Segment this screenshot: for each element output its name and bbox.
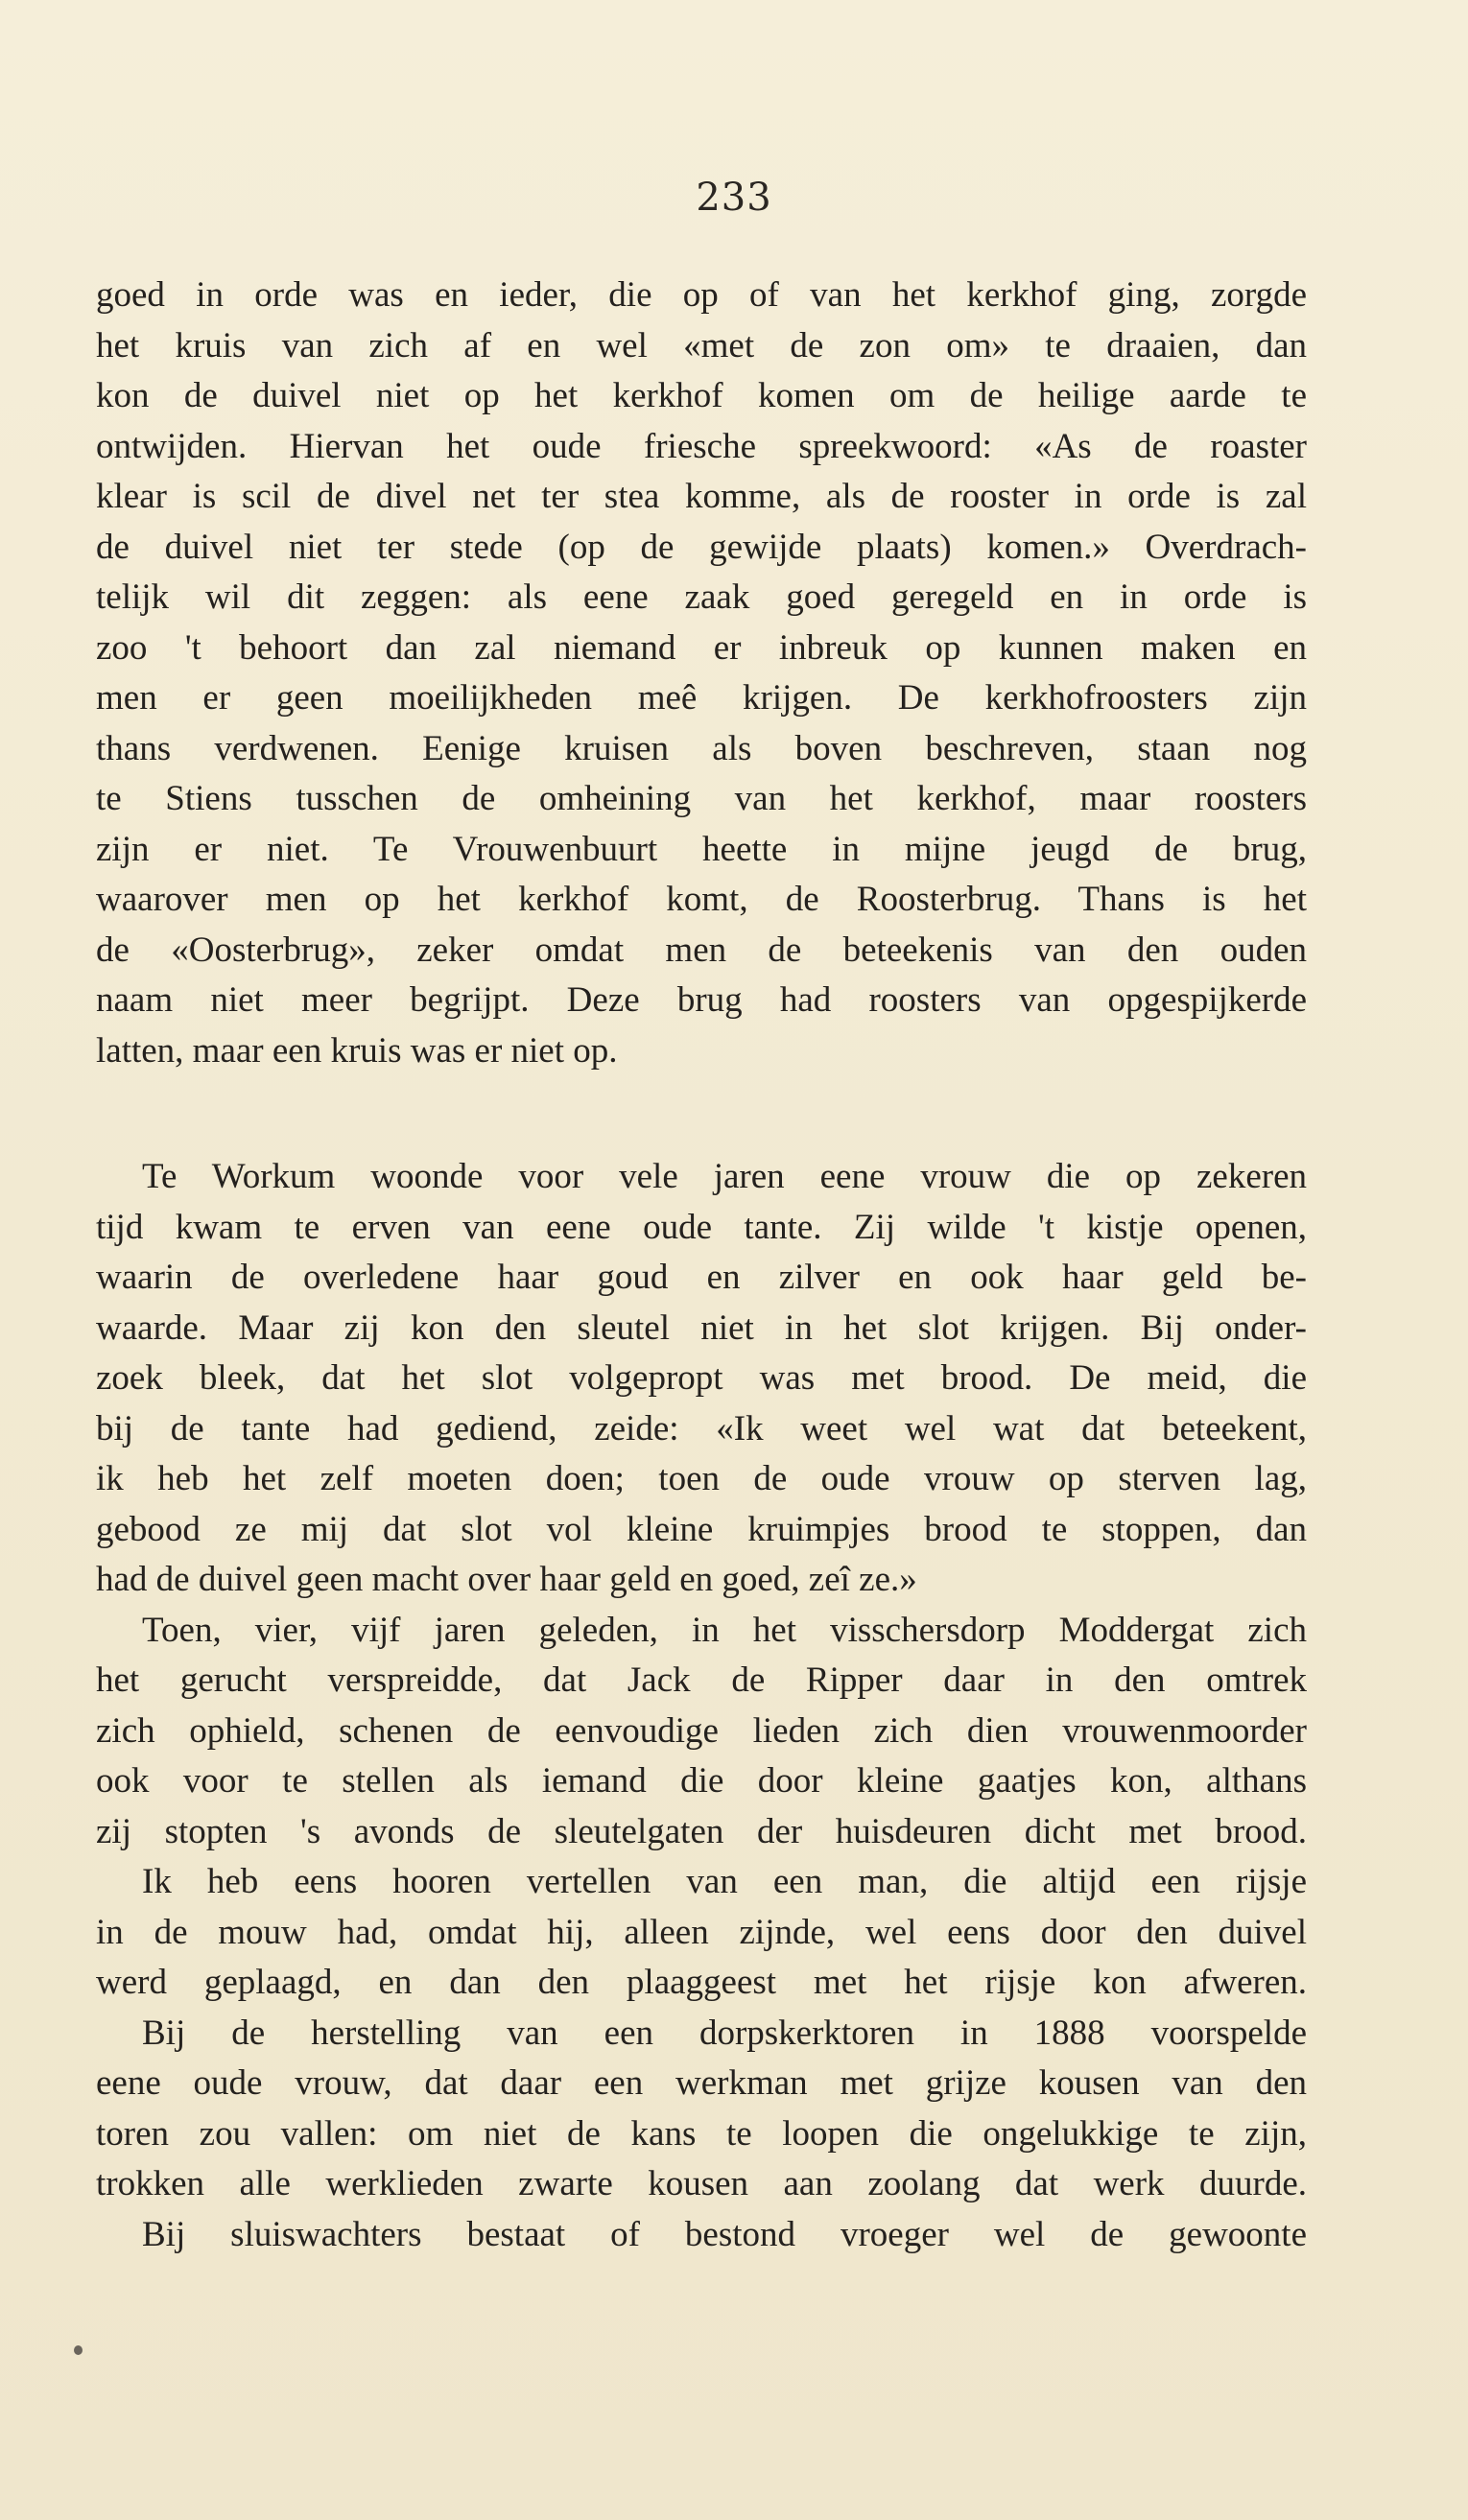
text-line: latten, maar een kruis was er niet op. [96, 1030, 618, 1071]
text-line: men er geen moeilijkheden meê krijgen. De kerkhofroosters zijn [96, 678, 1307, 718]
text-line: ontwijden. Hiervan het oude friesche spreekwoord: «As de roaster [96, 426, 1307, 466]
text-line: bij de tante had gediend, zeide: «Ik weet wel wat dat beteekent, [96, 1408, 1307, 1448]
text-line: Toen, vier, vijf jaren geleden, in het visschersdorp Moddergat zich [142, 1610, 1307, 1650]
text-line: gebood ze mij dat slot vol kleine kruimpjes brood te stoppen, dan [96, 1509, 1307, 1549]
text-line: het kruis van zich af en wel «met de zon om» te draaien, dan [96, 325, 1307, 365]
text-line: telijk wil dit zeggen: als eene zaak goed geregeld en in orde is [96, 577, 1307, 617]
text-line: trokken alle werklieden zwarte kousen aan zoolang dat werk duurde. [96, 2164, 1307, 2203]
paragraph-brood [96, 1152, 1307, 2260]
text-line: naam niet meer begrijpt. Deze brug had roosters van opgespijkerde [96, 980, 1307, 1020]
text-line: in de mouw had, omdat hij, alleen zijnde, wel eens door den duivel [96, 1912, 1307, 1952]
text-line: te Stiens tusschen de omheining van het kerkhof, maar roosters [96, 779, 1307, 818]
text-line: eene oude vrouw, dat daar een werkman met grijze kousen van den [96, 2063, 1307, 2103]
text-line: waarover men op het kerkhof komt, de Roosterbrug. Thans is het [96, 880, 1307, 919]
text-line: Bij de herstelling van een dorpskerktoren in 1888 voorspelde [142, 2013, 1307, 2053]
paragraph-kerkhof [96, 271, 1307, 1076]
text-line: klear is scil de divel net ter stea komme, als de rooster in orde is zal [96, 477, 1307, 516]
text-line: ik heb het zelf moeten doen; toen de oude vrouw op sterven lag, [96, 1459, 1307, 1498]
text-line: zij stopten 's avonds de sleutelgaten der huisdeuren dicht met brood. [96, 1811, 1307, 1851]
text-line: de «Oosterbrug», zeker omdat men de beteekenis van den ouden [96, 930, 1307, 970]
text-line: ook voor te stellen als iemand die door kleine gaatjes kon, althans [96, 1761, 1307, 1801]
text-line: waarin de overledene haar goud en zilver en ook haar geld be- [96, 1258, 1307, 1297]
text-line: waarde. Maar zij kon den sleutel niet in het slot krijgen. Bij onder- [96, 1307, 1307, 1348]
text-line: werd geplaagd, en dan den plaaggeest met het rijsje kon afweren. [96, 1963, 1307, 2002]
ink-speck [74, 2345, 83, 2355]
text-line: toren zou vallen: om niet de kans te loopen die ongelukkige te zijn, [96, 2113, 1307, 2154]
text-line: tijd kwam te erven van eene oude tante. Zij wilde 't kistje openen, [96, 1207, 1307, 1247]
text-line: zoo 't behoort dan zal niemand er inbreuk op kunnen maken en [96, 627, 1307, 668]
text-line: Ik heb eens hooren vertellen van een man, die altijd een rijsje [142, 1862, 1307, 1901]
text-line: goed in orde was en ieder, die op of van het kerkhof ging, zorgde [96, 275, 1307, 315]
text-line: de duivel niet ter stede (op de gewijde plaats) komen.» Overdrach- [96, 527, 1307, 567]
text-line: zich ophield, schenen de eenvoudige lieden zich dien vrouwenmoorder [96, 1710, 1307, 1751]
text-line: zijn er niet. Te Vrouwenbuurt heette in mijne jeugd de brug, [96, 829, 1307, 869]
text-line: thans verdwenen. Eenige kruisen als boven beschreven, staan nog [96, 728, 1307, 768]
text-line: kon de duivel niet op het kerkhof komen om de heilige aarde te [96, 376, 1307, 415]
text-line: had de duivel geen macht over haar geld en goed, zeî ze.» [96, 1560, 917, 1599]
text-line: Te Workum woonde voor vele jaren eene vrouw die op zekeren [142, 1157, 1307, 1196]
text-line: zoek bleek, dat het slot volgepropt was met brood. De meid, die [96, 1358, 1307, 1398]
page-number: 233 [696, 176, 772, 220]
text-line: het gerucht verspreidde, dat Jack de Ripper daar in den omtrek [96, 1660, 1307, 1700]
text-line: Bij sluiswachters bestaat of bestond vroeger wel de gewoonte [142, 2214, 1307, 2254]
